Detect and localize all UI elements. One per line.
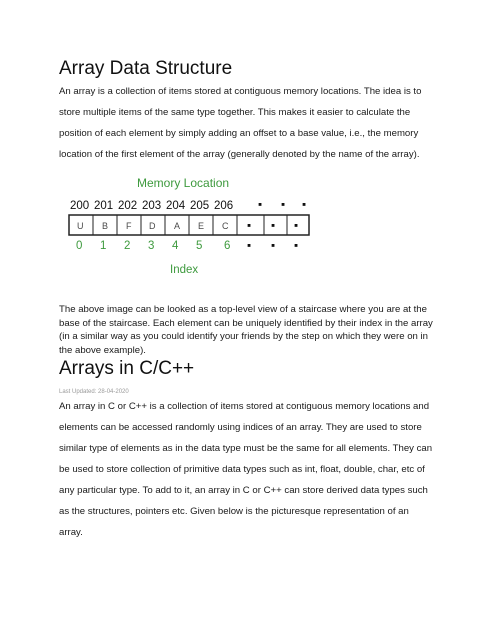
address-label: 205: [190, 200, 210, 212]
memory-location-label: Memory Location: [137, 176, 230, 190]
array-diagram-svg: [59, 170, 439, 285]
last-updated-date: Last Updated: 28-04-2020: [59, 389, 129, 395]
text-line: be used to store collection of primitive data types such as int, float, double, char, etc of: [59, 464, 425, 475]
text-line: the above example).: [59, 344, 146, 356]
continuation-dot: ▪: [247, 240, 252, 252]
index-label: 3: [148, 240, 155, 252]
array-cell: C: [222, 221, 229, 231]
index-label: 6: [224, 240, 231, 252]
text-line: An array is a collection of items stored at contiguous memory locations. The idea is to: [59, 86, 422, 97]
index-label: 2: [124, 240, 131, 252]
array-cell: D: [149, 221, 156, 231]
text-line: (in a similar way as you could identify your friends by the step on which they were on in: [59, 331, 429, 342]
text-line: array.: [59, 527, 83, 538]
text-line: The above image can be looked as a top-level view of a staircase where you are at the: [59, 304, 427, 315]
address-label: 201: [94, 200, 114, 212]
text-line: location of the first element of the array (generally denoted by the name of the array).: [59, 149, 420, 160]
array-cell: E: [198, 221, 205, 231]
address-label: 203: [142, 200, 162, 212]
intro-paragraph: [59, 81, 443, 165]
index-label: 4: [172, 240, 179, 252]
staircase-paragraph: [59, 303, 443, 357]
continuation-dot: ▪: [302, 199, 307, 211]
continuation-dot: ▪: [247, 220, 252, 232]
array-cell: U: [77, 221, 84, 231]
address-label: 204: [166, 200, 186, 212]
text-line: position of each element by simply adding an offset to a base value, i.e., the memory: [59, 128, 419, 139]
index-caption: Index: [170, 264, 199, 276]
index-label: 0: [76, 240, 83, 252]
array-memory-diagram: [59, 170, 439, 285]
index-label: 5: [196, 240, 203, 252]
continuation-dot: ▪: [271, 220, 276, 232]
text-line: elements can be accessed randomly using indices of an array. They are used to store: [59, 422, 422, 433]
text-line: similar type of elements as in the data type must be the same for all elements. They can: [59, 443, 433, 454]
array-cell: B: [102, 221, 109, 231]
continuation-dot: ▪: [294, 240, 299, 252]
address-label: 202: [118, 200, 138, 212]
text-line: as the structures, pointers etc. Given below is the picturesque representation of an: [59, 506, 409, 517]
arrays-c-paragraph: [59, 396, 443, 543]
index-label: 1: [100, 240, 107, 252]
text-line: base of the staircase. Each element can be uniquely identified by their index in the array: [59, 317, 433, 329]
array-cell: A: [174, 221, 181, 231]
continuation-dot: ▪: [271, 240, 276, 252]
array-cell: F: [126, 221, 132, 231]
text-line: store multiple items of the same type together. This makes it easier to calculate the: [59, 107, 411, 118]
continuation-dot: ▪: [258, 199, 263, 211]
address-label: 200: [70, 200, 90, 212]
continuation-dot: ▪: [281, 199, 286, 211]
heading-arrays-in-c: Arrays in C/C++: [59, 358, 195, 379]
text-line: any particular type. To add to it, an array in C or C++ can store derived data types such: [59, 485, 428, 496]
address-label: 206: [214, 200, 234, 212]
continuation-dot: ▪: [294, 220, 299, 232]
text-line: An array in C or C++ is a collection of items stored at contiguous memory locations and: [59, 401, 430, 412]
heading-array-data-structure: Array Data Structure: [59, 58, 233, 79]
